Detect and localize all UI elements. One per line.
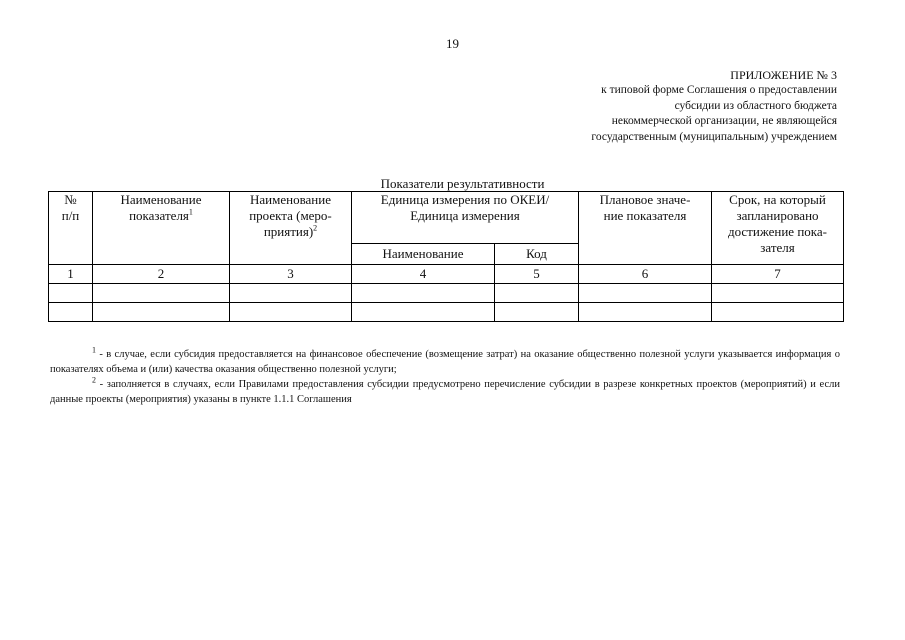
header-unit: Единица измерения по ОКЕИ/ Единица измерения [352, 192, 579, 244]
column-number: 5 [495, 265, 579, 284]
appendix-heading: ПРИЛОЖЕНИЕ № 3 [730, 68, 837, 82]
empty-cell [230, 284, 352, 303]
appendix-line: к типовой форме Соглашения о предоставлении [601, 84, 837, 97]
empty-cell [712, 284, 844, 303]
performance-table [48, 191, 844, 322]
footnote-text: - в случае, если субсидия предоставляется на финансовое обеспечение (возмещение затрат) на оказание общественно полезной услуги указывается информация о показателях объема и (или) качества оказания общественно полезной услуги; [50, 349, 840, 375]
empty-cell [579, 303, 712, 322]
header-unit-name: Наименование [352, 244, 495, 265]
appendix-line: государственным (муниципальным) учреждением [591, 130, 837, 143]
page-number: 19 [446, 36, 459, 51]
footnotes [50, 347, 840, 407]
header-project-name: Наименование проекта (меро- приятия)$^2$ [230, 192, 352, 265]
empty-cell [712, 303, 844, 322]
appendix-line: субсидии из областного бюджета [674, 99, 837, 112]
empty-cell [49, 303, 93, 322]
footnote-mark: 1 [92, 345, 96, 355]
appendix-line: некоммерческой организации, не являющейся [611, 115, 837, 128]
table-row [49, 284, 844, 303]
column-number: 7 [712, 265, 844, 284]
empty-cell [495, 284, 579, 303]
header-indicator-name: Наименование показателя$^1$ [93, 192, 230, 265]
footnote-mark: 1 [188, 207, 193, 217]
footnote-1 [50, 347, 840, 377]
footnote-mark: 2 [313, 223, 318, 233]
header-unit-code: Код [495, 244, 579, 265]
empty-cell [352, 284, 495, 303]
footnote-2 [50, 377, 840, 407]
column-number: 4 [352, 265, 495, 284]
empty-cell [93, 284, 230, 303]
empty-cell [579, 284, 712, 303]
footnote-text: - заполняется в случаях, если Правилами предоставления субсидии предусмотрено перечисление субсидии в разрезе конкретных проектов (мероприятий) и если данные проекты (мероприятия) указаны в пункте 1.1.1 Соглашения [50, 379, 840, 405]
header-planned-value: Плановое значе- ние показателя [579, 192, 712, 265]
footnote-mark: 2 [92, 375, 96, 385]
header-deadline: Срок, на который запланировано достижение пока- зателя [712, 192, 844, 265]
empty-cell [230, 303, 352, 322]
column-number: 6 [579, 265, 712, 284]
header-num: № п/п [49, 192, 93, 265]
column-number-row [49, 265, 844, 284]
empty-cell [352, 303, 495, 322]
column-number: 2 [93, 265, 230, 284]
empty-cell [495, 303, 579, 322]
appendix-block [591, 68, 837, 145]
table-row [49, 303, 844, 322]
table-title: Показатели результативности [380, 176, 545, 191]
column-number: 3 [230, 265, 352, 284]
empty-cell [93, 303, 230, 322]
column-number: 1 [49, 265, 93, 284]
empty-cell [49, 284, 93, 303]
header-row [49, 192, 844, 244]
